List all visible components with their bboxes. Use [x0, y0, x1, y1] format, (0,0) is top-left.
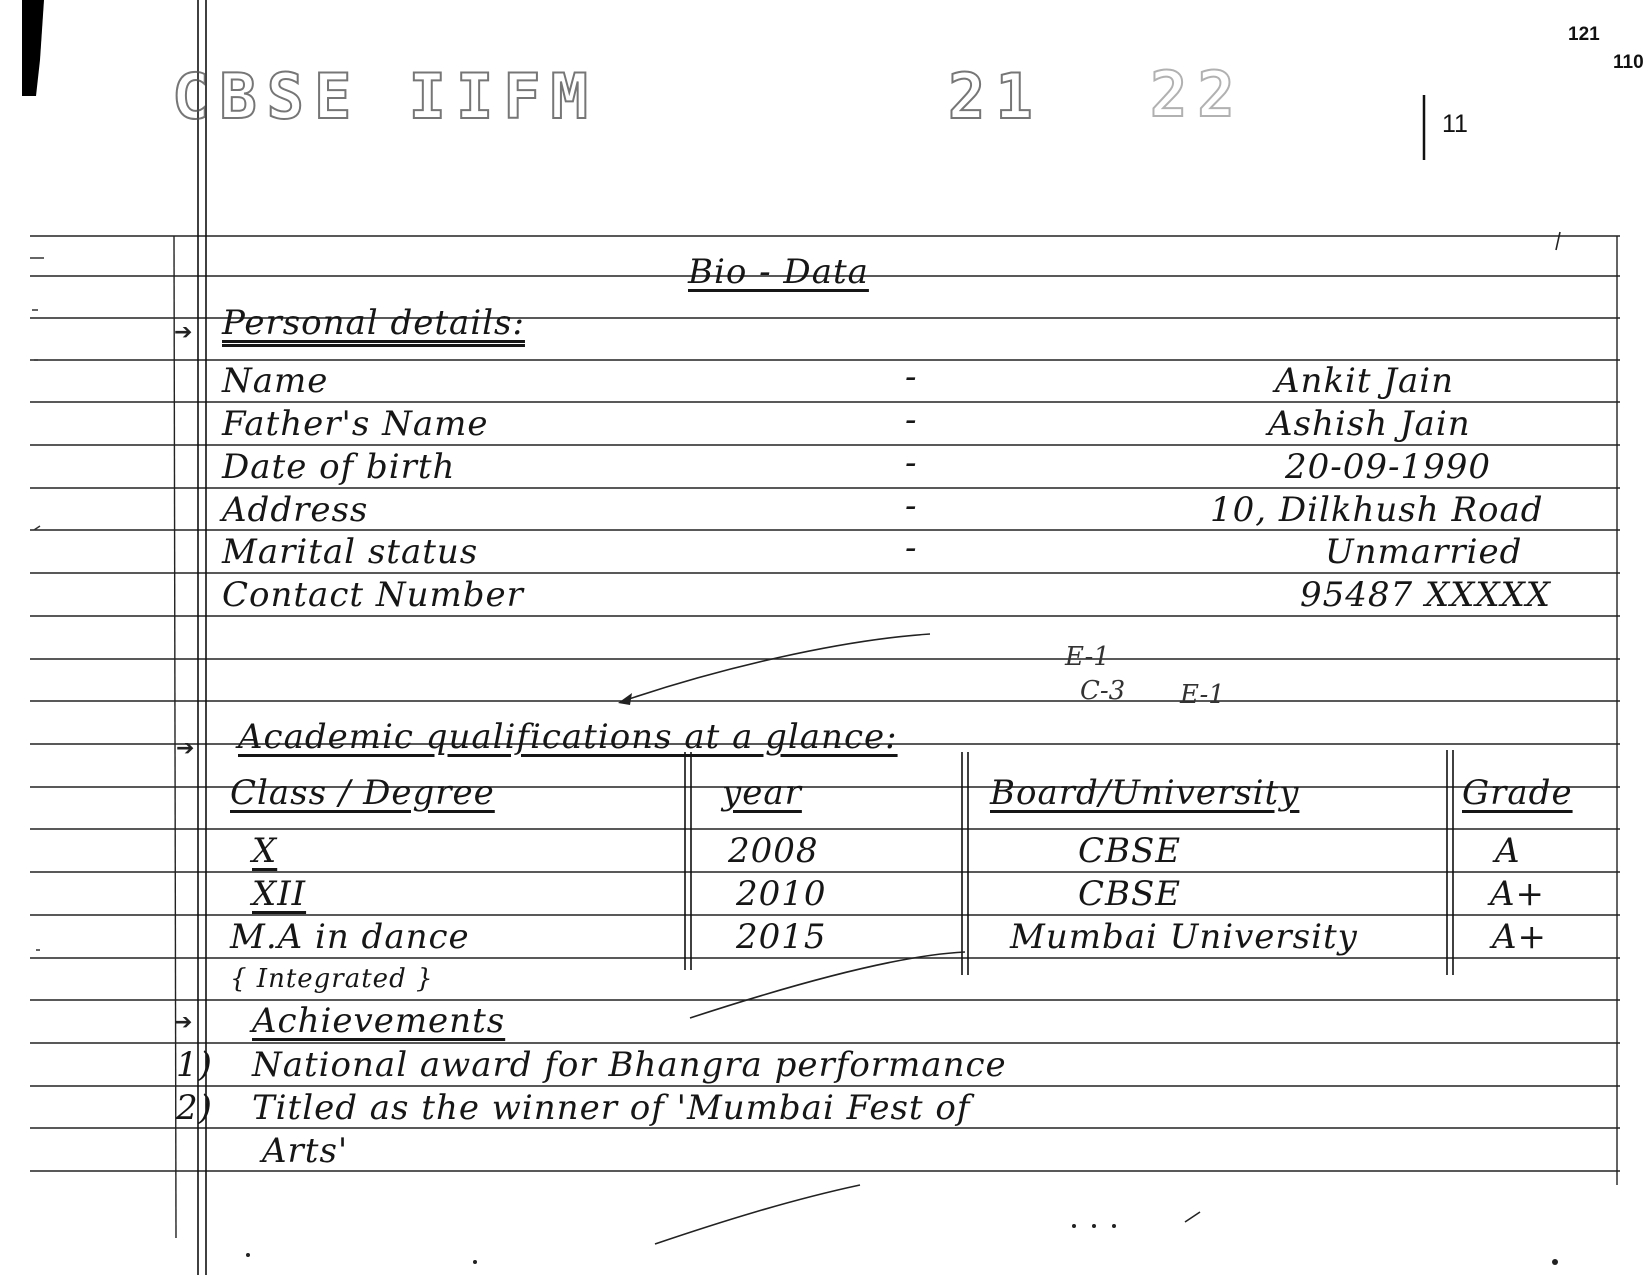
- page-number-corner: 110: [1613, 52, 1644, 73]
- table-cell-year: 2010: [736, 874, 827, 914]
- achievement-number: 1): [176, 1045, 213, 1085]
- separator-dash: -: [905, 400, 918, 440]
- achievement-text: Titled as the winner of 'Mumbai Fest of: [252, 1088, 971, 1128]
- separator-dash: -: [905, 486, 918, 526]
- personal-value-father-name: Ashish Jain: [1268, 404, 1471, 444]
- table-cell-year: 2008: [728, 831, 819, 871]
- achievement-number: 2): [176, 1088, 213, 1128]
- table-header-board: Board/University: [990, 773, 1300, 813]
- achievement-text-continued: Arts': [262, 1131, 349, 1171]
- personal-label-name: Name: [222, 361, 329, 401]
- personal-value-name: Ankit Jain: [1275, 361, 1455, 401]
- dotted-stamp-number-2: 22: [1150, 58, 1245, 131]
- personal-label-dob: Date of birth: [222, 447, 456, 487]
- table-cell-degree: M.A in dance: [230, 917, 470, 957]
- personal-details-heading: Personal details:: [222, 303, 525, 343]
- separator-dash: -: [905, 357, 918, 397]
- dotted-stamp-code: CBSE IIFM: [172, 60, 598, 133]
- table-header-degree: Class / Degree: [230, 773, 495, 813]
- table-cell-board: Mumbai University: [1010, 917, 1358, 957]
- table-header-year: year: [722, 773, 802, 813]
- table-cell-board: CBSE: [1078, 874, 1182, 914]
- margin-note-e1: E-1: [1065, 642, 1110, 672]
- table-cell-degree: X: [252, 831, 278, 871]
- bullet-arrow-icon: ➔: [176, 736, 195, 761]
- personal-value-dob: 20-09-1990: [1285, 447, 1492, 487]
- achievement-text: National award for Bhangra performance: [252, 1045, 1007, 1085]
- personal-label-address: Address: [222, 490, 369, 530]
- personal-label-contact: Contact Number: [222, 575, 524, 615]
- table-cell-grade: A+: [1492, 917, 1548, 957]
- margin-note-e1-second: E-1: [1180, 680, 1225, 710]
- separator-dash: -: [905, 443, 918, 483]
- personal-value-marital-status: Unmarried: [1325, 532, 1523, 572]
- academic-heading: Academic qualifications at a glance:: [238, 717, 898, 757]
- table-footnote: { Integrated }: [230, 964, 434, 994]
- personal-value-contact: 95487 XXXXX: [1300, 575, 1551, 615]
- bullet-arrow-icon: ➔: [174, 1010, 193, 1035]
- margin-note-c3: C-3: [1080, 676, 1126, 706]
- table-cell-grade: A+: [1490, 874, 1546, 914]
- achievements-heading: Achievements: [252, 1001, 506, 1041]
- table-cell-year: 2015: [736, 917, 827, 957]
- personal-value-address: 10, Dilkhush Road: [1210, 490, 1544, 530]
- bullet-arrow-icon: ➔: [174, 320, 193, 345]
- sheet-number: 11: [1442, 110, 1468, 138]
- personal-label-father-name: Father's Name: [222, 404, 489, 444]
- table-cell-grade: A: [1495, 831, 1521, 871]
- personal-label-marital-status: Marital status: [222, 532, 479, 572]
- separator-dash: -: [905, 528, 918, 568]
- table-cell-degree: XII: [252, 874, 307, 914]
- table-header-grade: Grade: [1462, 773, 1573, 813]
- page-title: Bio - Data: [688, 252, 869, 292]
- dotted-stamp-number-1: 21: [948, 60, 1043, 133]
- table-cell-board: CBSE: [1078, 831, 1182, 871]
- page-number-top: 121: [1568, 24, 1600, 45]
